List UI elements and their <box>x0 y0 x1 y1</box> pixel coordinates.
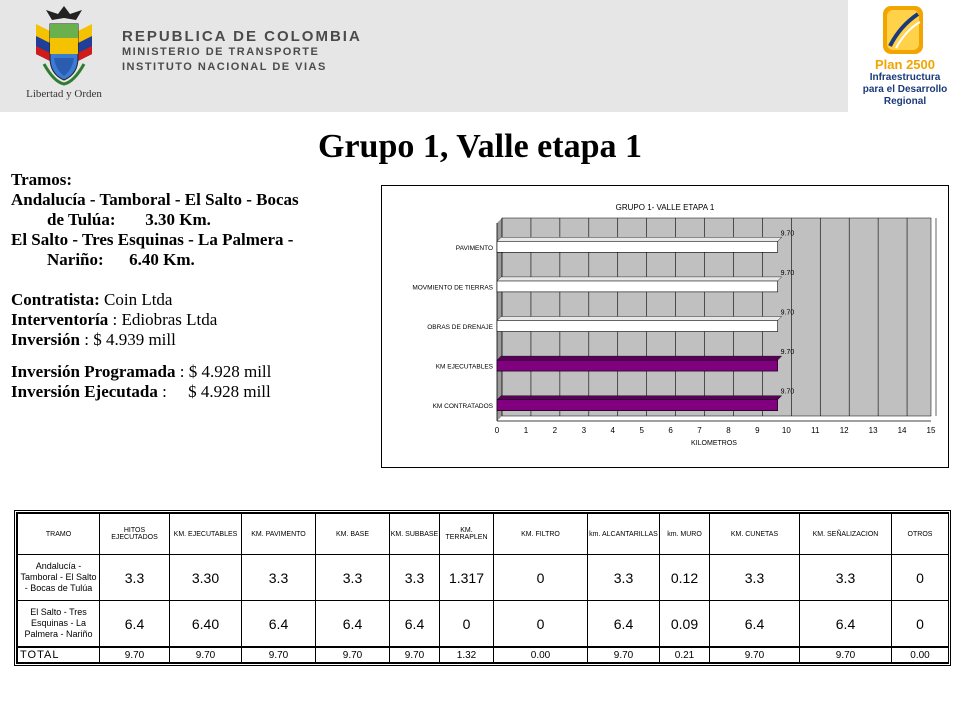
ejecutada-label: Inversión Ejecutada <box>11 382 158 401</box>
table-cell: 6.4 <box>710 601 800 648</box>
table-total-cell: 9.70 <box>588 647 660 663</box>
bar-top-face <box>497 317 782 321</box>
y-category-label: PAVIMENTO <box>455 244 493 252</box>
table-header-cell: KM. PAVIMENTO <box>242 514 316 555</box>
x-tick-label: 9 <box>755 426 760 435</box>
x-axis-label: KILOMETROS <box>691 440 737 447</box>
tramos-table-frame <box>14 510 951 666</box>
table-header-cell: TRAMO <box>18 514 100 555</box>
table-total-cell: 9.70 <box>710 647 800 663</box>
x-tick-label: 8 <box>726 426 731 435</box>
table-row <box>18 601 949 648</box>
x-tick-label: 2 <box>552 426 558 435</box>
x-tick-label: 4 <box>610 426 615 435</box>
contratista-line <box>11 290 373 310</box>
plan-line1: Infraestructura <box>869 72 941 83</box>
project-info <box>11 170 373 402</box>
x-tick-label: 10 <box>781 426 791 435</box>
instituto-text: INSTITUTO NACIONAL DE VIAS <box>122 61 327 73</box>
table-cell: 3.30 <box>170 555 242 601</box>
republica-title: REPUBLICA DE COLOMBIA <box>122 28 362 45</box>
table-total-cell: 1.32 <box>440 647 494 663</box>
table-cell: 6.4 <box>242 601 316 648</box>
table-total-cell: 9.70 <box>390 647 440 663</box>
y-category-label: KM EJECUTABLES <box>435 363 493 371</box>
programada-value: : $ 4.928 mill <box>175 362 272 381</box>
bar <box>497 281 778 292</box>
table-cell: 3.3 <box>316 555 390 601</box>
colombia-coat-of-arms-icon <box>14 2 114 108</box>
bar-value-label: 9.70 <box>780 349 795 357</box>
bar <box>497 321 778 332</box>
bar-value-label: 9.70 <box>780 388 795 396</box>
table-total-cell: 9.70 <box>100 647 170 663</box>
table-cell: 0 <box>494 555 588 601</box>
tramo2-line-b: Nariño: 6.40 Km. <box>47 250 195 269</box>
interventoria-label: Interventoría <box>11 310 109 329</box>
x-tick-label: 11 <box>811 426 820 435</box>
x-tick-label: 6 <box>668 426 673 435</box>
bar <box>497 241 778 252</box>
table-cell: 0 <box>892 555 949 601</box>
table-total-cell: 0.00 <box>892 647 949 663</box>
table-row <box>18 555 949 601</box>
table-header-cell: KM. SUBBASE <box>390 514 440 555</box>
ministerio-text: MINISTERIO DE TRANSPORTE <box>122 46 320 58</box>
x-tick-label: 12 <box>839 426 849 435</box>
table-header-cell: KM. BASE <box>316 514 390 555</box>
table-header-cell: KM. CUNETAS <box>710 514 800 555</box>
table-header-row <box>18 514 949 555</box>
y-category-label: MOVMIENTO DE TIERRAS <box>412 284 493 292</box>
table-cell: 6.4 <box>588 601 660 648</box>
table-header-cell: OTROS <box>892 514 949 555</box>
table-total-cell: 9.70 <box>242 647 316 663</box>
table-cell: 3.3 <box>710 555 800 601</box>
table-header-cell: KM. EJECUTABLES <box>170 514 242 555</box>
table-cell: 0.09 <box>660 601 710 648</box>
plan-line2: para el Desarrollo <box>862 84 948 95</box>
bar <box>497 360 778 371</box>
kilometros-chart <box>381 185 949 468</box>
bar <box>497 400 778 411</box>
table-header-cell: km. MURO <box>660 514 710 555</box>
table-cell: 6.40 <box>170 601 242 648</box>
bar-value-label: 9.70 <box>780 269 795 277</box>
x-tick-label: 14 <box>897 426 907 435</box>
chart-svg <box>382 186 948 467</box>
table-tramo-cell: El Salto - Tres Esquinas - La Palmera - Nariño <box>18 601 100 648</box>
plan-name: Plan 2500 <box>875 57 935 72</box>
x-tick-label: 3 <box>581 426 587 435</box>
table-header-cell: km. ALCANTARILLAS <box>588 514 660 555</box>
table-header-cell: HITOS EJECUTADOS <box>100 514 170 555</box>
table-cell: 6.4 <box>800 601 892 648</box>
table-cell: 0 <box>494 601 588 648</box>
bar-top-face <box>497 396 782 400</box>
programada-label: Inversión Programada <box>11 362 176 381</box>
motto-text: Libertad y Orden <box>26 88 102 100</box>
contratista-value: Coin Ltda <box>99 290 173 309</box>
chart-title: GRUPO 1- VALLE ETAPA 1 <box>615 203 715 212</box>
ejecutada-line <box>11 382 373 402</box>
table-cell: 0 <box>440 601 494 648</box>
y-category-label: KM CONTRATADOS <box>432 403 493 411</box>
table-header-cell: KM. FILTRO <box>494 514 588 555</box>
table-header-cell: KM. TERRAPLEN <box>440 514 494 555</box>
x-tick-label: 0 <box>494 426 500 435</box>
table-cell: 1.317 <box>440 555 494 601</box>
table-total-cell: 0.00 <box>494 647 588 663</box>
table-cell: 0 <box>892 601 949 648</box>
table-tramo-cell: Andalucía - Tamboral - El Salto - Bocas de Tulúa <box>18 555 100 601</box>
inversion-line <box>11 330 373 350</box>
table-total-label: TOTAL <box>18 647 100 663</box>
tramo1-line-a: Andalucía - Tamboral - El Salto - Bocas <box>11 190 299 209</box>
bar-value-label: 9.70 <box>780 309 795 317</box>
tramos-label: Tramos: <box>11 170 73 189</box>
programada-line <box>11 362 373 382</box>
table-total-cell: 0.21 <box>660 647 710 663</box>
bar-value-label: 9.70 <box>780 230 795 238</box>
table-cell: 0.12 <box>660 555 710 601</box>
tramo1-line-b: de Tulúa: 3.30 Km. <box>47 210 211 229</box>
bar-top-face <box>497 237 782 241</box>
plan-2500-text <box>850 58 960 108</box>
inversion-label: Inversión <box>11 330 80 349</box>
table-cell: 6.4 <box>390 601 440 648</box>
table-cell: 3.3 <box>390 555 440 601</box>
table-cell: 3.3 <box>588 555 660 601</box>
table-cell: 3.3 <box>800 555 892 601</box>
x-tick-label: 7 <box>697 426 702 435</box>
table-total-cell: 9.70 <box>800 647 892 663</box>
table-total-cell: 9.70 <box>170 647 242 663</box>
page-title: Grupo 1, Valle etapa 1 <box>318 128 642 165</box>
ejecutada-value: : $ 4.928 mill <box>157 382 271 401</box>
bar-top-face <box>497 356 782 360</box>
table-total-row <box>18 647 949 663</box>
table-cell: 3.3 <box>242 555 316 601</box>
x-tick-label: 13 <box>868 426 878 435</box>
contratista-label: Contratista: <box>11 290 100 309</box>
table-total-cell: 9.70 <box>316 647 390 663</box>
table-cell: 6.4 <box>100 601 170 648</box>
x-tick-label: 15 <box>926 426 936 435</box>
bar-top-face <box>497 277 782 281</box>
plan-line3: Regional <box>883 96 927 107</box>
interventoria-value: : Ediobras Ltda <box>108 310 218 329</box>
table-cell: 6.4 <box>316 601 390 648</box>
interventoria-line <box>11 310 373 330</box>
x-tick-label: 1 <box>523 426 529 435</box>
y-category-label: OBRAS DE DRENAJE <box>427 324 493 331</box>
x-tick-label: 5 <box>639 426 644 435</box>
inversion-value: : $ 4.939 mill <box>79 330 176 349</box>
tramos-table <box>17 513 949 663</box>
tramo2-line-a: El Salto - Tres Esquinas - La Palmera - <box>11 230 294 249</box>
republica-header <box>122 28 362 75</box>
table-header-cell: KM. SEÑALIZACION <box>800 514 892 555</box>
table-cell: 3.3 <box>100 555 170 601</box>
